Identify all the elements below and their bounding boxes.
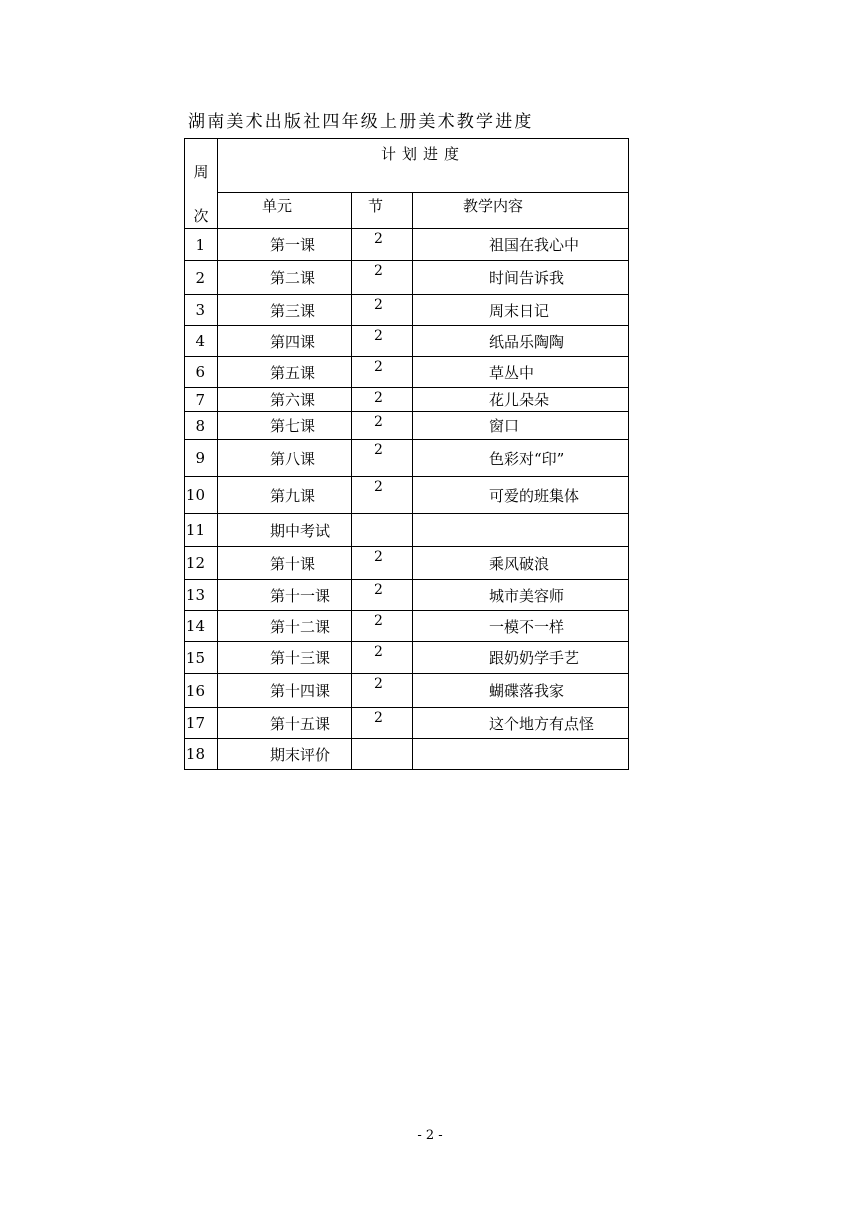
unit-cell: 第五课 — [218, 357, 352, 388]
content-cell: 可爱的班集体 — [413, 477, 629, 514]
week-cell: 13 — [185, 580, 218, 611]
section-cell — [352, 514, 413, 547]
content-cell — [413, 739, 629, 770]
table-row — [185, 295, 629, 326]
content-cell: 这个地方有点怪 — [413, 708, 629, 739]
section-cell — [352, 739, 413, 770]
week-cell: 14 — [185, 611, 218, 642]
section-column-header: 节 — [352, 193, 413, 229]
week-header-bottom: 次 — [193, 207, 209, 225]
section-cell: 2 — [352, 580, 413, 611]
unit-cell: 第十五课 — [218, 708, 352, 739]
week-cell: 1 — [185, 229, 218, 261]
table-row — [185, 229, 629, 261]
unit-cell: 第四课 — [218, 326, 352, 357]
unit-cell: 第七课 — [218, 412, 352, 440]
week-header — [185, 139, 218, 229]
week-cell: 2 — [185, 261, 218, 295]
content-cell: 城市美容师 — [413, 580, 629, 611]
content-cell: 窗口 — [413, 412, 629, 440]
unit-column-header: 单元 — [218, 193, 352, 229]
week-cell: 6 — [185, 357, 218, 388]
content-cell: 色彩对“印” — [413, 440, 629, 477]
week-cell: 18 — [185, 739, 218, 770]
table-row — [185, 580, 629, 611]
week-cell: 11 — [185, 514, 218, 547]
table-row — [185, 547, 629, 580]
week-cell: 15 — [185, 642, 218, 674]
section-cell: 2 — [352, 357, 413, 388]
unit-cell: 第十四课 — [218, 674, 352, 708]
unit-cell: 第十三课 — [218, 642, 352, 674]
unit-cell: 第一课 — [218, 229, 352, 261]
week-header-top: 周 — [193, 163, 209, 181]
week-cell: 8 — [185, 412, 218, 440]
table-row — [185, 514, 629, 547]
section-cell: 2 — [352, 611, 413, 642]
table-row — [185, 326, 629, 357]
section-cell: 2 — [352, 412, 413, 440]
week-cell: 3 — [185, 295, 218, 326]
content-cell: 纸品乐陶陶 — [413, 326, 629, 357]
content-cell: 周末日记 — [413, 295, 629, 326]
section-cell: 2 — [352, 388, 413, 412]
table-row — [185, 739, 629, 770]
table-row — [185, 357, 629, 388]
week-cell: 10 — [185, 477, 218, 514]
content-cell: 草丛中 — [413, 357, 629, 388]
unit-cell: 第二课 — [218, 261, 352, 295]
section-cell: 2 — [352, 440, 413, 477]
section-cell: 2 — [352, 708, 413, 739]
table-row — [185, 611, 629, 642]
week-cell: 7 — [185, 388, 218, 412]
table-row — [185, 261, 629, 295]
section-cell: 2 — [352, 326, 413, 357]
table-row — [185, 412, 629, 440]
unit-cell: 期末评价 — [218, 739, 352, 770]
table-row — [185, 440, 629, 477]
section-cell: 2 — [352, 674, 413, 708]
table-row — [185, 477, 629, 514]
unit-cell: 第十二课 — [218, 611, 352, 642]
content-cell: 一模不一样 — [413, 611, 629, 642]
section-cell: 2 — [352, 295, 413, 326]
unit-cell: 期中考试 — [218, 514, 352, 547]
table-row — [185, 388, 629, 412]
document-title: 湖南美术出版社四年级上册美术教学进度 — [188, 112, 534, 132]
content-cell: 花儿朵朵 — [413, 388, 629, 412]
unit-cell: 第十课 — [218, 547, 352, 580]
table-row — [185, 708, 629, 739]
section-cell: 2 — [352, 477, 413, 514]
plan-header: 计划进度 — [218, 139, 629, 193]
content-cell: 时间告诉我 — [413, 261, 629, 295]
table-row — [185, 642, 629, 674]
unit-cell: 第六课 — [218, 388, 352, 412]
teaching-schedule-table — [184, 138, 629, 770]
unit-cell: 第三课 — [218, 295, 352, 326]
section-cell: 2 — [352, 642, 413, 674]
unit-cell: 第十一课 — [218, 580, 352, 611]
week-cell: 9 — [185, 440, 218, 477]
section-cell: 2 — [352, 261, 413, 295]
section-cell: 2 — [352, 547, 413, 580]
unit-cell: 第八课 — [218, 440, 352, 477]
content-column-header: 教学内容 — [413, 193, 629, 229]
week-cell: 17 — [185, 708, 218, 739]
unit-cell: 第九课 — [218, 477, 352, 514]
week-cell: 4 — [185, 326, 218, 357]
content-cell: 跟奶奶学手艺 — [413, 642, 629, 674]
content-cell — [413, 514, 629, 547]
week-cell: 16 — [185, 674, 218, 708]
table-row — [185, 674, 629, 708]
content-cell: 蝴碟落我家 — [413, 674, 629, 708]
content-cell: 祖国在我心中 — [413, 229, 629, 261]
section-cell: 2 — [352, 229, 413, 261]
content-cell: 乘风破浪 — [413, 547, 629, 580]
page-number: - 2 - — [417, 1128, 443, 1143]
week-cell: 12 — [185, 547, 218, 580]
